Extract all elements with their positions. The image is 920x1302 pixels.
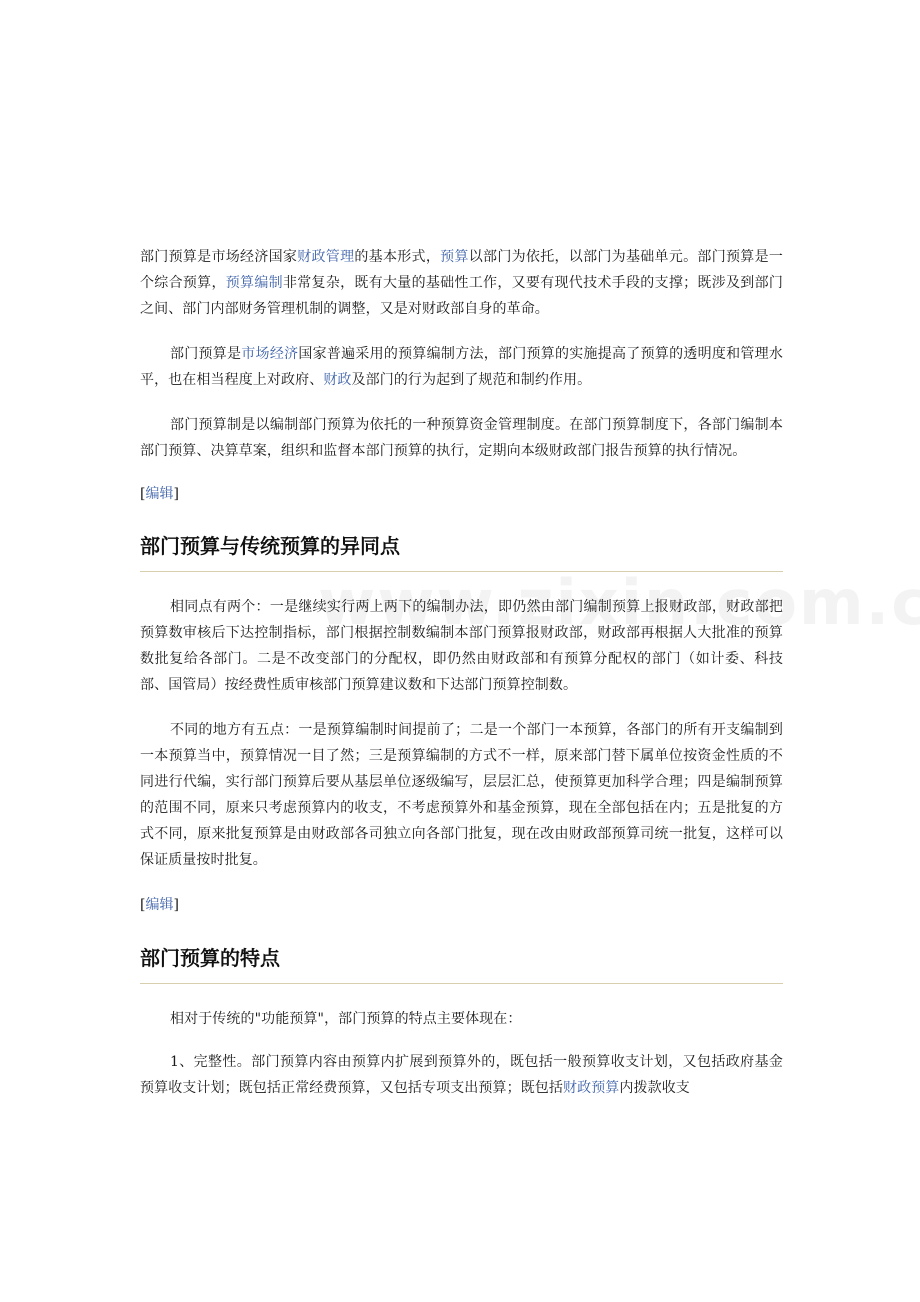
link-budget-compilation[interactable]: 预算编制 [225,275,283,291]
section1-paragraph-2: 不同的地方有五点：一是预算编制时间提前了；二是一个部门一本预算，各部门的所有开支编制到一本预算当中，预算情况一目了然；三是预算编制的方式不一样，原来部门替下属单位按资金性质的不同进行代编，实行部门预算后要从基层单位逐级编写，层层汇总，使预算更加科学合理；四是编制预算的范围不同，原来只考虑预算内的收支，不考虑预算外和基金预算，现在全部包括在内；五是批复的方式不同，原来批复预算是由财政部各司独立向各部门批复，现在改由财政部预算司统一批复，这样可以保证质量按时批复。 [140,722,783,868]
edit-section-link-2: [编辑] [140,897,179,913]
section-heading-features: 部门预算的特点 [140,946,280,970]
link-finance[interactable]: 财政 [323,372,352,388]
section2-paragraph-1: 相对于传统的"功能预算"，部门预算的特点主要体现在： [170,1011,522,1027]
intro-paragraph-1: 部门预算是市场经济国家财政管理的基本形式，预算以部门为依托，以部门为基础单元。部门预算是一个综合预算，预算编制非常复杂，既有大量的基础性工作，又要有现代技术手段的支撑；既涉及到部门之间、部门内部财务管理机制的调整，又是对财政部自身的革命。 [140,249,783,317]
link-market-economy[interactable]: 市场经济 [241,346,299,362]
article-body [140,244,783,1101]
link-budget[interactable]: 预算 [440,249,469,265]
edit-link[interactable]: 编辑 [145,486,174,502]
section2-paragraph-2: 1、完整性。部门预算内容由预算内扩展到预算外的，既包括一般预算收支计划，又包括政府基金预算收支计划；既包括正常经费预算，又包括专项支出预算；既包括财政预算内拨款收支 [140,1054,783,1096]
section-divider [140,983,783,984]
intro-paragraph-2: 部门预算是市场经济国家普遍采用的预算编制方法，部门预算的实施提高了预算的透明度和管理水平，也在相当程度上对政府、财政及部门的行为起到了规范和制约作用。 [140,346,783,388]
edit-link[interactable]: 编辑 [145,897,174,913]
link-fiscal-budget[interactable]: 财政预算 [563,1080,620,1096]
intro-paragraph-3: 部门预算制是以编制部门预算为依托的一种预算资金管理制度。在部门预算制度下，各部门编制本部门预算、决算草案，组织和监督本部门预算的执行，定期向本级财政部门报告预算的执行情况。 [140,417,783,459]
edit-section-link-1: [编辑] [140,486,179,502]
link-fiscal-management[interactable]: 财政管理 [297,249,355,265]
section-divider [140,571,783,572]
section-heading-differences: 部门预算与传统预算的异同点 [140,534,400,558]
section1-paragraph-1: 相同点有两个：一是继续实行两上两下的编制办法，即仍然由部门编制预算上报财政部，财政部把预算数审核后下达控制指标，部门根据控制数编制本部门预算报财政部，财政部再根据人大批准的预算数批复给各部门。二是不改变部门的分配权，即仍然由财政部和有预算分配权的部门（如计委、科技部、国管局）按经费性质审核部门预算建议数和下达部门预算控制数。 [140,599,783,693]
